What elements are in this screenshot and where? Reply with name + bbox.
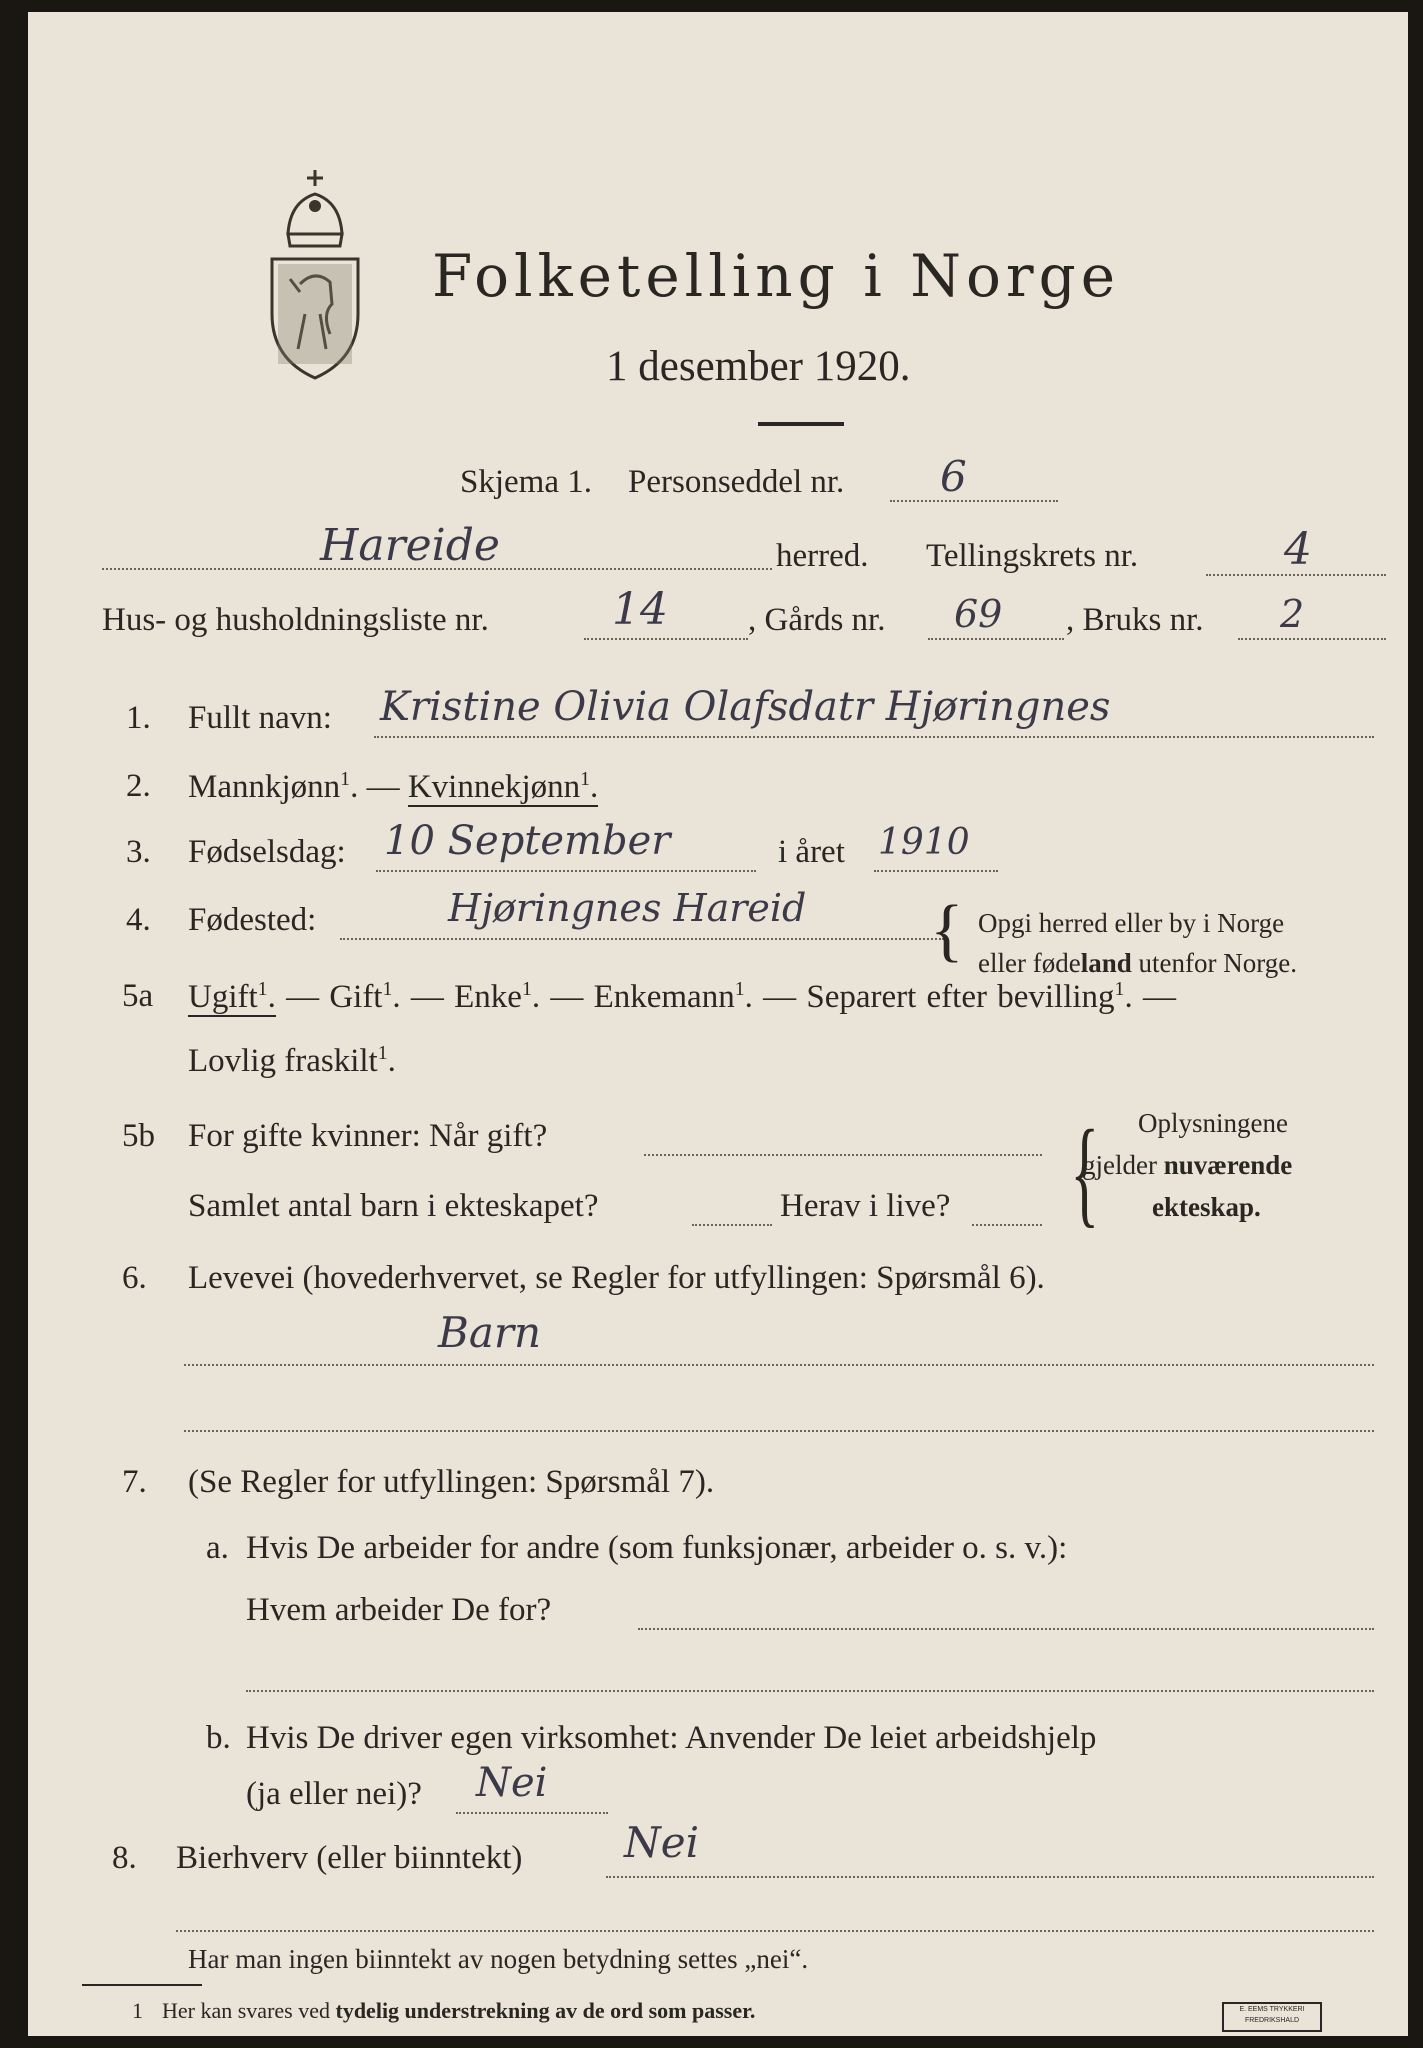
q6-label: Levevei (hovederhvervet, se Regler for utfyllingen: Spørsmål 6). bbox=[188, 1260, 1045, 1296]
q7b-number: b. bbox=[206, 1720, 231, 1756]
form-title: Folketelling i Norge bbox=[432, 242, 1121, 310]
q3-year-line bbox=[874, 870, 998, 872]
q7b-label-1: Hvis De driver egen virksomhet: Anvender De leiet arbeidshjelp bbox=[246, 1720, 1097, 1756]
q5b-children-line bbox=[692, 1224, 772, 1226]
q4-note-line1: Opgi herred eller by i Norge bbox=[978, 908, 1285, 938]
gards-line bbox=[928, 638, 1064, 640]
q5b-note-2: gjelder nuværende bbox=[1082, 1150, 1293, 1180]
q5b-label-3: Herav i live? bbox=[780, 1188, 951, 1224]
q2-options: Mannkjønn$^1$. — Kvinnekjønn$^1$. bbox=[188, 768, 599, 805]
q8-note: Har man ingen biinntekt av nogen betydning settes „nei“. bbox=[188, 1944, 809, 1974]
q8-line-2 bbox=[176, 1930, 1374, 1932]
q5b-label-1: For gifte kvinner: Når gift? bbox=[188, 1118, 548, 1154]
q5b-note-3: ekteskap. bbox=[1152, 1192, 1261, 1222]
q4-line bbox=[340, 938, 944, 940]
q3-day-value: 10 September bbox=[384, 818, 671, 864]
husliste-line bbox=[584, 638, 748, 640]
q3-label: Fødselsdag: bbox=[188, 834, 346, 870]
q1-value: Kristine Olivia Olafsdatr Hjøringnes bbox=[380, 684, 1111, 730]
q7-label: (Se Regler for utfyllingen: Spørsmål 7). bbox=[188, 1464, 715, 1500]
census-date: 1 desember 1920. bbox=[606, 343, 911, 390]
q8-line-1 bbox=[606, 1876, 1374, 1878]
q3-year-label: i året bbox=[778, 834, 845, 870]
q2-male: Mannkjønn bbox=[188, 769, 341, 805]
q5a-ugift: Ugift$^1$. bbox=[188, 978, 276, 1015]
q8-value: Nei bbox=[624, 1818, 700, 1867]
coat-of-arms-icon bbox=[260, 164, 370, 384]
q7-number: 7. bbox=[122, 1464, 147, 1500]
schema-label: Skjema 1. bbox=[460, 464, 592, 500]
q6-line-2 bbox=[184, 1430, 1374, 1432]
footnote-marker: 1 bbox=[132, 1998, 143, 2023]
q1-number: 1. bbox=[126, 700, 151, 736]
q1-label: Fullt navn: bbox=[188, 700, 332, 736]
q6-number: 6. bbox=[122, 1260, 147, 1296]
footnote-rule bbox=[82, 1984, 202, 1986]
q5b-number: 5b bbox=[122, 1118, 155, 1154]
q2-number: 2. bbox=[126, 768, 151, 804]
personseddel-label: Personseddel nr. bbox=[628, 464, 845, 500]
tellingskrets-label: Tellingskrets nr. bbox=[926, 538, 1139, 574]
q4-value: Hjøringnes Hareid bbox=[448, 886, 807, 930]
tellingskrets-value: 4 bbox=[1284, 524, 1312, 575]
bruks-value: 2 bbox=[1280, 592, 1305, 636]
gards-label: , Gårds nr. bbox=[748, 602, 886, 638]
husliste-label: Hus- og husholdningsliste nr. bbox=[102, 602, 489, 638]
q5a-number: 5a bbox=[122, 978, 154, 1014]
q7a-label-1: Hvis De arbeider for andre (som funksjonær, arbeider o. s. v.): bbox=[246, 1530, 1068, 1566]
q7a-number: a. bbox=[206, 1530, 229, 1566]
q8-number: 8. bbox=[112, 1840, 137, 1876]
q2-female: Kvinnekjønn$^1$. bbox=[407, 768, 599, 805]
printer-stamp: E. EEMS TRYKKERI FREDRIKSHALD bbox=[1222, 2002, 1322, 2032]
personseddel-line bbox=[890, 500, 1058, 502]
bruks-label: , Bruks nr. bbox=[1066, 602, 1204, 638]
q7a-employer-line-2 bbox=[246, 1690, 1374, 1692]
q5b-note-1: Oplysningene bbox=[1138, 1108, 1288, 1138]
q6-value: Barn bbox=[438, 1308, 542, 1357]
footnote-text: Her kan svares ved tydelig understrekning av de ord som passer. bbox=[162, 1998, 756, 2023]
q5b-alive-line bbox=[972, 1224, 1042, 1226]
census-form-sheet bbox=[28, 12, 1408, 2036]
q3-year-value: 1910 bbox=[878, 822, 970, 863]
q5a-options: Ugift$^1$. — Gift$^1$. — Enke$^1$. — Enkemann$^1$. — Separert efter bevilling$^1$. — bbox=[188, 978, 1176, 1015]
q1-line bbox=[374, 736, 1374, 738]
q5b-married-line bbox=[644, 1154, 1042, 1156]
q5a-fraskilt: Lovlig fraskilt$^1$. bbox=[188, 1042, 396, 1079]
bruks-line bbox=[1238, 638, 1386, 640]
gards-value: 69 bbox=[954, 592, 1003, 636]
q8-label: Bierhverv (eller biinntekt) bbox=[176, 1840, 523, 1876]
q4-label: Fødested: bbox=[188, 902, 317, 938]
q7b-value: Nei bbox=[476, 1760, 548, 1806]
q4-number: 4. bbox=[126, 902, 151, 938]
husliste-value: 14 bbox=[612, 584, 668, 635]
q4-note-line2: eller fødeland utenfor Norge. bbox=[978, 948, 1297, 978]
title-divider bbox=[758, 422, 844, 426]
q3-number: 3. bbox=[126, 834, 151, 870]
q7a-label-2: Hvem arbeider De for? bbox=[246, 1592, 552, 1628]
q7a-employer-line-1 bbox=[638, 1628, 1374, 1630]
q4-brace: { bbox=[930, 892, 964, 969]
q5b-brace: { bbox=[1070, 1105, 1100, 1238]
herred-value: Hareide bbox=[320, 520, 500, 571]
q7b-label-2: (ja eller nei)? bbox=[246, 1776, 422, 1812]
q6-line-1 bbox=[184, 1364, 1374, 1366]
herred-label: herred. bbox=[776, 538, 869, 574]
q5b-label-2: Samlet antal barn i ekteskapet? bbox=[188, 1188, 599, 1224]
q3-day-line bbox=[376, 870, 756, 872]
q7b-answer-line bbox=[456, 1812, 608, 1814]
personseddel-value: 6 bbox=[940, 452, 967, 501]
